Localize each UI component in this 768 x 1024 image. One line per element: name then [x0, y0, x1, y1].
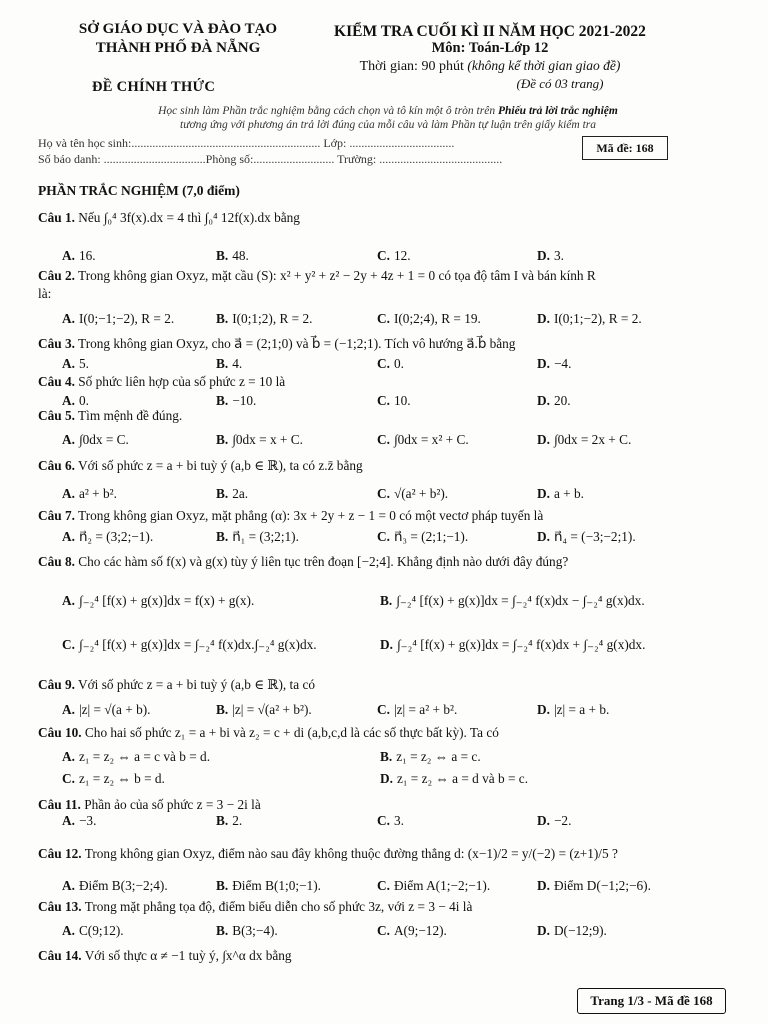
option-c — [377, 311, 481, 327]
option-letter: D. — [537, 529, 550, 544]
question-number: Câu 4. — [38, 374, 75, 389]
option-d — [537, 486, 584, 502]
option-letter: D. — [380, 637, 393, 652]
option-b — [216, 248, 249, 264]
option-letter: A. — [62, 878, 75, 893]
option-a — [62, 486, 117, 502]
question-text-continued: là: — [38, 286, 52, 301]
option-a — [62, 432, 129, 448]
option-text: I(0;2;4), R = 19. — [393, 311, 481, 326]
option-text: z₁ = z₂ ⇔ b = d. — [78, 771, 165, 786]
option-letter: A. — [62, 432, 75, 447]
option-letter: A. — [62, 486, 75, 501]
option-text: 2a. — [232, 486, 249, 501]
question-text: Trong không gian Oxyz, mặt cầu (S): x² + y² + z² − 2y + 4z + 1 = 0 có tọa độ tâm I và bán kính R — [78, 268, 596, 283]
question-text: Với số thực α ≠ −1 tuỳ ý, ∫x^α dx bằng — [84, 948, 292, 963]
option-b — [380, 749, 481, 765]
question-number: Câu 13. — [38, 899, 82, 914]
option-b — [216, 432, 303, 448]
option-a — [62, 248, 96, 264]
option-letter: A. — [62, 311, 75, 326]
option-text: C(9;12). — [78, 923, 124, 938]
option-a — [62, 813, 96, 829]
option-letter: A. — [62, 749, 75, 764]
option-text: I(0;1;2), R = 2. — [232, 311, 313, 326]
option-text: a² + b². — [78, 486, 117, 501]
option-c — [377, 432, 469, 448]
option-d — [537, 393, 571, 409]
option-text: 0. — [78, 393, 89, 408]
option-letter: D. — [537, 356, 550, 371]
option-text: ∫₋₂⁴ [f(x) + g(x)]dx = f(x) + g(x). — [78, 593, 255, 608]
option-text: ∫₋₂⁴ [f(x) + g(x)]dx = ∫₋₂⁴ f(x)dx.∫₋₂⁴ g(x)dx. — [78, 637, 317, 652]
option-b — [216, 813, 242, 829]
option-text: n⃗₁ = (3;2;1). — [232, 529, 299, 544]
option-letter: A. — [62, 529, 75, 544]
question-13 — [38, 899, 738, 915]
option-letter: D. — [537, 393, 550, 408]
option-a — [62, 311, 174, 327]
option-letter: C. — [377, 529, 390, 544]
question-number: Câu 1. — [38, 210, 75, 225]
option-d — [537, 248, 564, 264]
option-text: 3. — [393, 813, 404, 828]
question-text: Trong không gian Oxyz, mặt phẳng (α): 3x + 2y + z − 1 = 0 có một vectơ pháp tuyến là — [78, 508, 544, 523]
option-text: ∫0dx = x + C. — [232, 432, 303, 447]
exam-title: KIỂM TRA CUỐI KÌ II NĂM HỌC 2021-2022 — [334, 23, 646, 40]
question-number: Câu 10. — [38, 725, 82, 740]
option-letter: D. — [537, 702, 550, 717]
option-a — [62, 749, 210, 765]
option-letter: D. — [537, 813, 550, 828]
option-c — [377, 529, 468, 545]
option-letter: C. — [377, 432, 390, 447]
exam-time — [300, 57, 680, 75]
option-text: 16. — [78, 248, 96, 263]
question-7 — [38, 508, 738, 524]
option-text: ∫0dx = 2x + C. — [553, 432, 632, 447]
question-14 — [38, 948, 738, 964]
option-text: |z| = a + b. — [553, 702, 610, 717]
pages-note: (Đề có 03 trang) — [516, 76, 604, 91]
option-text: 10. — [393, 393, 411, 408]
question-11 — [38, 797, 738, 813]
option-b — [216, 356, 242, 372]
option-text: I(0;−1;−2), R = 2. — [78, 311, 175, 326]
option-text: 5. — [78, 356, 89, 371]
question-6 — [38, 458, 738, 474]
question-text: Cho hai số phức z₁ = a + bi và z₂ = c + di (a,b,c,d là các số thực bất kỳ). Ta có — [84, 725, 499, 740]
option-text: n⃗₂ = (3;2;−1). — [78, 529, 154, 544]
option-letter: B. — [216, 529, 229, 544]
section-title: PHẦN TRẮC NGHIỆM (7,0 điểm) — [38, 183, 240, 198]
option-b — [216, 311, 312, 327]
option-letter: B. — [216, 311, 229, 326]
option-c — [377, 702, 457, 718]
question-text: Tìm mệnh đề đúng. — [78, 408, 183, 423]
option-letter: D. — [537, 486, 550, 501]
option-letter: D. — [537, 923, 550, 938]
option-d — [537, 878, 651, 894]
option-b — [216, 529, 299, 545]
option-text: 12. — [393, 248, 411, 263]
department-header — [52, 20, 304, 58]
option-letter: B. — [216, 432, 229, 447]
option-letter: C. — [62, 771, 75, 786]
department-line-2: THÀNH PHỐ ĐÀ NẴNG — [95, 40, 261, 56]
option-a — [62, 923, 124, 939]
question-number: Câu 14. — [38, 948, 82, 963]
option-d — [537, 702, 609, 718]
question-2 — [38, 268, 738, 284]
option-text: ∫₋₂⁴ [f(x) + g(x)]dx = ∫₋₂⁴ f(x)dx + ∫₋₂⁴ g(x)dx. — [396, 637, 646, 652]
instructions — [88, 104, 688, 132]
option-b — [216, 923, 278, 939]
option-text: B(3;−4). — [232, 923, 278, 938]
option-text: −2. — [553, 813, 572, 828]
option-letter: C. — [377, 311, 390, 326]
option-letter: A. — [62, 593, 75, 608]
option-text: n⃗₃ = (2;1;−1). — [393, 529, 469, 544]
option-text: |z| = √(a + b). — [78, 702, 151, 717]
question-9 — [38, 677, 738, 693]
option-a — [62, 593, 254, 609]
question-5 — [38, 408, 738, 424]
option-text: ∫₋₂⁴ [f(x) + g(x)]dx = ∫₋₂⁴ f(x)dx − ∫₋₂⁴ g(x)dx. — [396, 593, 645, 608]
option-text: |z| = a² + b². — [393, 702, 458, 717]
option-b — [216, 486, 248, 502]
exam-header — [300, 23, 680, 92]
question-text: Trong mặt phẳng tọa độ, điểm biểu diễn cho số phức 3z, với z = 3 − 4i là — [84, 899, 473, 914]
option-text: I(0;1;−2), R = 2. — [553, 311, 642, 326]
option-a — [62, 356, 89, 372]
option-b — [216, 702, 312, 718]
option-letter: C. — [377, 923, 390, 938]
option-text: −3. — [78, 813, 97, 828]
option-text: D(−12;9). — [553, 923, 607, 938]
option-d — [537, 311, 642, 327]
option-d — [380, 637, 645, 653]
option-text: √(a² + b²). — [393, 486, 449, 501]
option-c — [377, 813, 404, 829]
option-d — [380, 771, 528, 787]
question-number: Câu 7. — [38, 508, 75, 523]
question-number: Câu 3. — [38, 336, 75, 351]
option-letter: B. — [216, 878, 229, 893]
official-label: ĐỀ CHÍNH THỨC — [92, 79, 216, 95]
option-text: 4. — [232, 356, 243, 371]
question-text: Phần ảo của số phức z = 3 − 2i là — [84, 797, 261, 812]
exam-time-value: Thời gian: 90 phút — [359, 59, 464, 74]
option-letter: B. — [380, 749, 393, 764]
question-number: Câu 5. — [38, 408, 75, 423]
option-letter: B. — [216, 923, 229, 938]
option-text: 0. — [393, 356, 404, 371]
option-text: Điểm B(1;0;−1). — [232, 878, 321, 893]
option-letter: B. — [216, 248, 229, 263]
option-text: 2. — [232, 813, 243, 828]
option-d — [537, 432, 631, 448]
question-3 — [38, 336, 738, 352]
option-letter: D. — [537, 432, 550, 447]
question-number: Câu 6. — [38, 458, 75, 473]
option-letter: B. — [380, 593, 393, 608]
option-letter: D. — [537, 311, 550, 326]
option-text: n⃗₄ = (−3;−2;1). — [553, 529, 636, 544]
question-12 — [38, 846, 738, 862]
option-text: −10. — [232, 393, 257, 408]
option-letter: C. — [377, 813, 390, 828]
student-info-form — [38, 135, 502, 167]
question-text: Trong không gian Oxyz, cho a⃗ = (2;1;0) và b⃗ = (−1;2;1). Tích vô hướng a⃗.b⃗ bằng — [78, 336, 516, 351]
option-letter: D. — [537, 878, 550, 893]
option-text: z₁ = z₂ ⇔ a = d và b = c. — [396, 771, 529, 786]
student-name-line: Họ và tên học sinh:............................................................... Lớp: ................................... — [38, 136, 455, 150]
question-text: Trong không gian Oxyz, điểm nào sau đây không thuộc đường thẳng d: (x−1)/2 = y/(−2) = (z+1)/5 ? — [84, 846, 618, 861]
option-b — [216, 393, 256, 409]
option-text: 20. — [553, 393, 571, 408]
question-number: Câu 8. — [38, 554, 75, 569]
option-a — [62, 878, 168, 894]
option-c — [377, 486, 448, 502]
option-letter: A. — [62, 248, 75, 263]
question-text: Với số phức z = a + bi tuỳ ý (a,b ∈ ℝ), ta có z.z̄ bằng — [78, 458, 363, 473]
option-text: −4. — [553, 356, 572, 371]
option-d — [537, 923, 607, 939]
option-letter: C. — [377, 248, 390, 263]
option-letter: B. — [216, 486, 229, 501]
instructions-part-2: tương ứng với phương án trả lời đúng của mỗi câu và làm Phần tự luận trên giấy kiểm tra — [180, 119, 596, 131]
option-letter: B. — [216, 393, 229, 408]
option-text: ∫0dx = x² + C. — [393, 432, 469, 447]
option-a — [62, 529, 153, 545]
option-letter: C. — [377, 878, 390, 893]
option-text: Điểm D(−1;2;−6). — [553, 878, 651, 893]
question-number: Câu 9. — [38, 677, 75, 692]
option-d — [537, 529, 636, 545]
option-text: 3. — [553, 248, 564, 263]
option-a — [62, 702, 151, 718]
student-id-line: Số báo danh: ..................................Phòng số:........................... Trường: ......................................... — [38, 152, 503, 166]
option-letter: D. — [537, 248, 550, 263]
question-1 — [38, 210, 738, 226]
option-c — [377, 248, 411, 264]
department-line-1: SỞ GIÁO DỤC VÀ ĐÀO TẠO — [78, 21, 278, 37]
instructions-answer-sheet: Phiếu trả lời trắc nghiệm — [497, 105, 618, 117]
option-c — [377, 356, 404, 372]
question-number: Câu 12. — [38, 846, 82, 861]
option-text: 48. — [232, 248, 249, 263]
option-c — [62, 771, 165, 787]
option-text: A(9;−12). — [393, 923, 447, 938]
option-letter: A. — [62, 813, 75, 828]
option-text: |z| = √(a² + b²). — [232, 702, 312, 717]
option-letter: C. — [377, 702, 390, 717]
question-8 — [38, 554, 738, 570]
option-text: z₁ = z₂ ⇔ a = c và b = d. — [78, 749, 211, 764]
option-letter: B. — [216, 702, 229, 717]
exam-time-note: (không kể thời gian giao đề) — [467, 58, 621, 73]
option-letter: B. — [216, 356, 229, 371]
option-letter: D. — [380, 771, 393, 786]
question-number: Câu 2. — [38, 268, 75, 283]
option-letter: C. — [377, 486, 390, 501]
question-text: Nếu ∫₀⁴ 3f(x).dx = 4 thì ∫₀⁴ 12f(x).dx bằng — [78, 210, 300, 225]
option-letter: C. — [377, 393, 390, 408]
option-letter: A. — [62, 702, 75, 717]
question-10 — [38, 725, 738, 741]
question-text: Với số phức z = a + bi tuỳ ý (a,b ∈ ℝ), ta có — [78, 677, 316, 692]
option-letter: A. — [62, 393, 75, 408]
option-c — [377, 878, 490, 894]
option-text: z₁ = z₂ ⇔ a = c. — [396, 749, 481, 764]
option-text: ∫0dx = C. — [78, 432, 129, 447]
question-number: Câu 11. — [38, 797, 81, 812]
option-c — [62, 637, 317, 653]
option-text: a + b. — [553, 486, 584, 501]
option-letter: A. — [62, 923, 75, 938]
option-letter: B. — [216, 813, 229, 828]
option-text: Điểm B(3;−2;4). — [78, 878, 168, 893]
option-letter: C. — [377, 356, 390, 371]
option-b — [380, 593, 645, 609]
exam-subject: Môn: Toán-Lớp 12 — [431, 40, 549, 56]
option-c — [377, 393, 411, 409]
option-letter: C. — [62, 637, 75, 652]
option-d — [537, 813, 571, 829]
option-text: Điểm A(1;−2;−1). — [393, 878, 491, 893]
exam-code-box: Mã đề: 168 — [582, 136, 668, 160]
option-b — [216, 878, 321, 894]
question-4 — [38, 374, 738, 390]
page-footer: Trang 1/3 - Mã đề 168 — [577, 988, 726, 1014]
question-text: Số phức liên hợp của số phức z = 10 là — [78, 374, 286, 389]
option-c — [377, 923, 447, 939]
question-text: Cho các hàm số f(x) và g(x) tùy ý liên tục trên đoạn [−2;4]. Khẳng định nào dưới đây đúng? — [78, 554, 569, 569]
option-a — [62, 393, 89, 409]
instructions-part-1: Học sinh làm Phần trắc nghiệm bằng cách chọn và tô kín một ô tròn trên — [158, 105, 498, 117]
option-letter: A. — [62, 356, 75, 371]
option-d — [537, 356, 571, 372]
